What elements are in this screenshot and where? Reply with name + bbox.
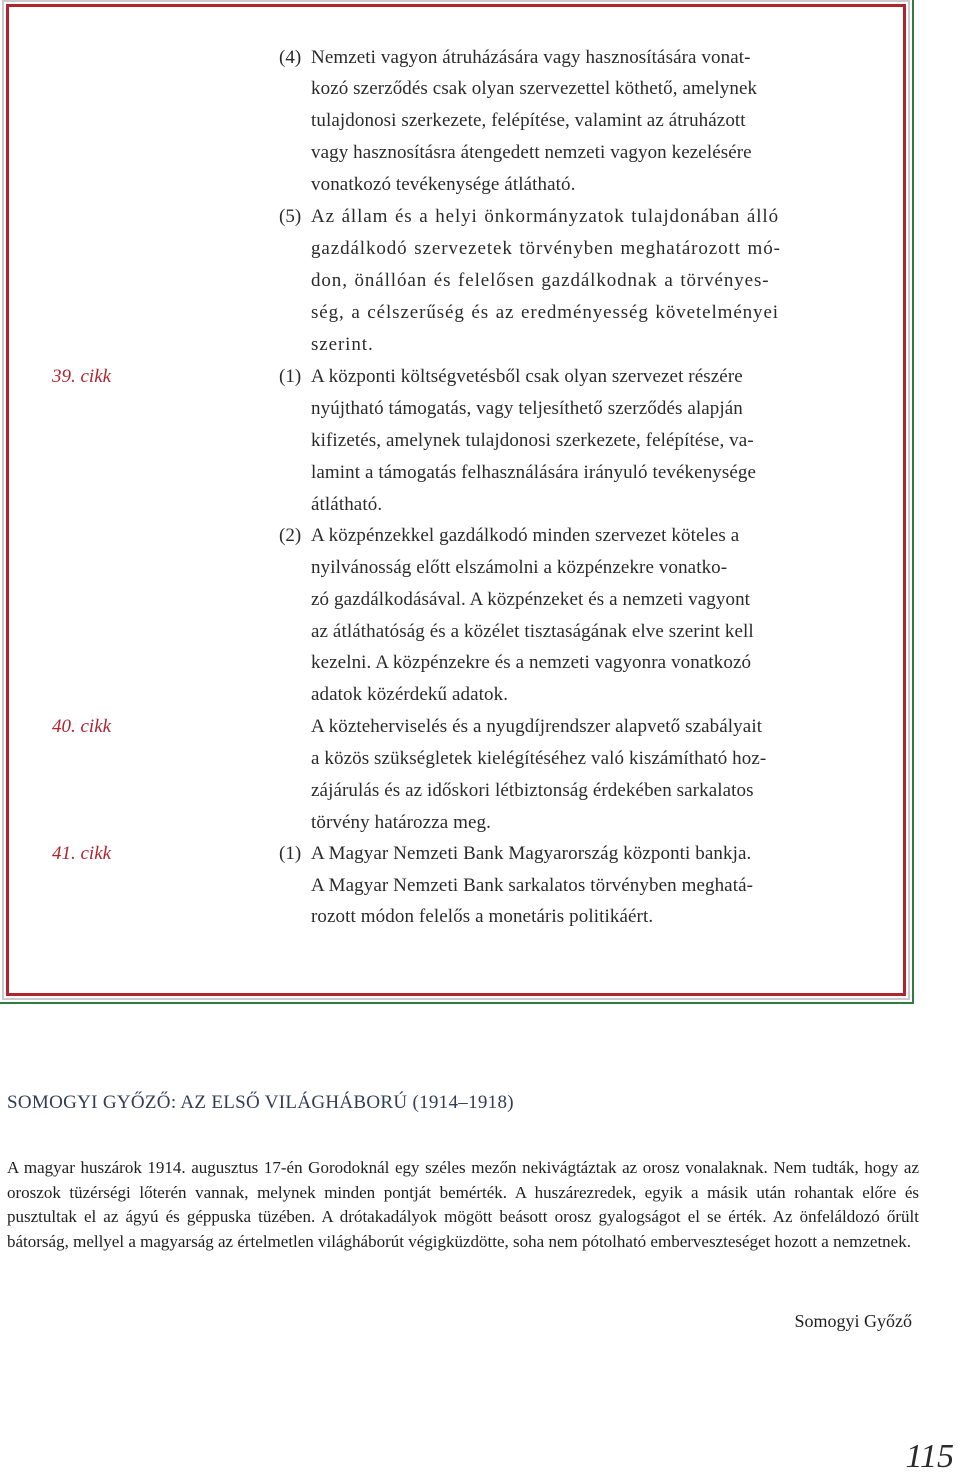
text-line: A Magyar Nemzeti Bank Magyarország központi bankja. bbox=[311, 843, 752, 864]
text-line: az átláthatóság és a közélet tisztaságának elve szerint kell bbox=[311, 621, 754, 642]
text-line: A Magyar Nemzeti Bank sarkalatos törvényben meghatá- bbox=[311, 875, 754, 896]
page-number: 115 bbox=[905, 1438, 954, 1475]
text-line: rozott módon felelős a monetáris politikáért. bbox=[311, 906, 654, 927]
text-line: ség, a célszerűség és az eredményesség követelményei bbox=[311, 302, 779, 323]
text-line: lamint a támogatás felhasználására irányuló tevékenysége bbox=[311, 462, 757, 483]
text-line: A közteherviselés és a nyugdíjrendszer alapvető szabályait bbox=[311, 716, 763, 737]
text-line: kozó szerződés csak olyan szervezettel köthető, amelynek bbox=[311, 78, 758, 99]
text-line: zó gazdálkodásával. A közpénzeket és a nemzeti vagyont bbox=[311, 589, 751, 610]
text-line: átlátható. bbox=[311, 494, 383, 515]
paragraph-number: (2) bbox=[279, 525, 302, 546]
text-line: A központi költségvetésből csak olyan szervezet részére bbox=[311, 366, 743, 387]
text-line: adatok közérdekű adatok. bbox=[311, 684, 509, 705]
paragraph-number: (1) bbox=[279, 366, 302, 387]
text-line: vagy hasznosításra átengedett nemzeti vagyon kezelésére bbox=[311, 142, 752, 163]
article-label-40: 40. cikk bbox=[52, 716, 112, 737]
text-line: Nemzeti vagyon átruházására vagy hasznosítására vonat- bbox=[311, 47, 751, 68]
paragraph-number: (5) bbox=[279, 206, 302, 227]
text-line: zájárulás és az időskori létbiztonság érdekében sarkalatos bbox=[311, 780, 754, 801]
paragraph-number: (4) bbox=[279, 47, 302, 68]
author-signature: Somogyi Győző bbox=[794, 1311, 912, 1331]
paragraph-number: (1) bbox=[279, 843, 302, 864]
text-line: nyilvánosság előtt elszámolni a közpénzekre vonatko- bbox=[311, 557, 728, 578]
text-line: don, önállóan és felelősen gazdálkodnak a törvényes- bbox=[311, 270, 770, 291]
text-line: a közös szükségletek kielégítéséhez való kiszámítható hoz- bbox=[311, 748, 767, 769]
text-line: kifizetés, amelynek tulajdonosi szerkezete, felépítése, va- bbox=[311, 430, 754, 451]
text-line: tulajdonosi szerkezete, felépítése, valamint az átruházott bbox=[311, 110, 746, 131]
text-line: kezelni. A közpénzekre és a nemzeti vagyonra vonatkozó bbox=[311, 652, 752, 673]
text-line: nyújtható támogatás, vagy teljesíthető szerződés alapján bbox=[311, 398, 743, 419]
text-line: Az állam és a helyi önkormányzatok tulajdonában álló bbox=[311, 206, 779, 227]
story-paragraph: A magyar huszárok 1914. augusztus 17-én Gorodoknál egy széles mezőn nekivágtáztak az orosz vonalaknak. Nem tudták, hogy az oroszok tüzérségi lőterén vannak, melynek minden pontját bemérték. A huszárezredek, egyik a másik után rohantak előre és pusztultak el az ágyú és géppuska tüzében. A drótakadályok mögött beásott orosz gyalogságot el se érték. Az önfeláldozó őrült bátorság, mellyel a magyarság az értelmetlen világháborút végigküzdötte, soha nem pótolható emberveszteséget hozott a nemzetnek. bbox=[7, 1158, 919, 1251]
article-label-39: 39. cikk bbox=[52, 366, 112, 387]
text-line: törvény határozza meg. bbox=[311, 812, 491, 833]
article-label-41: 41. cikk bbox=[52, 843, 112, 864]
text-line: A közpénzekkel gazdálkodó minden szervezet köteles a bbox=[311, 525, 740, 546]
section-title: SOMOGYI GYŐZŐ: AZ ELSŐ VILÁGHÁBORÚ (1914–1918) bbox=[7, 1092, 514, 1113]
text-line: szerint. bbox=[311, 334, 374, 355]
text-line: gazdálkodó szervezetek törvényben meghatározott mó- bbox=[311, 238, 781, 259]
text-line: vonatkozó tevékenysége átlátható. bbox=[311, 174, 576, 195]
